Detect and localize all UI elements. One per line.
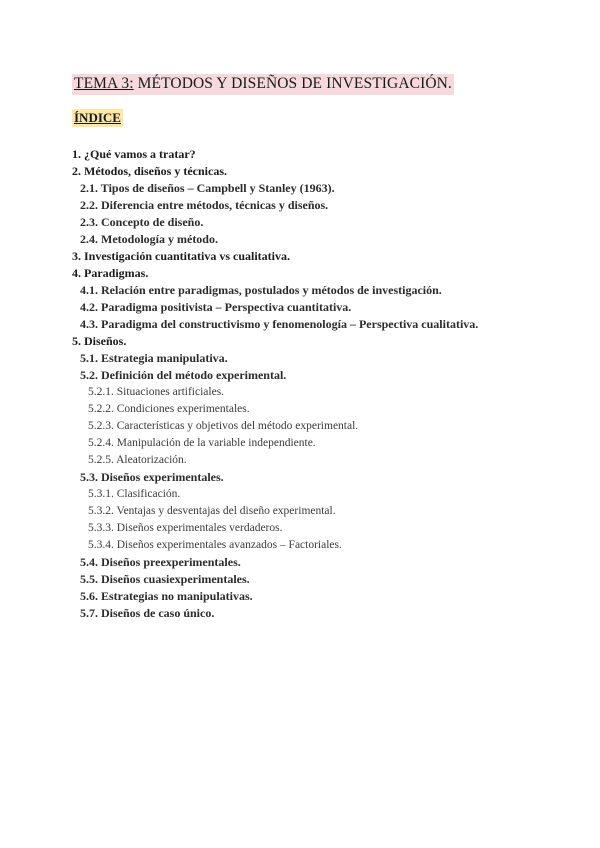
toc-entry: 2.4. Metodología y método. (80, 232, 218, 246)
toc-entry: 4. Paradigmas. (72, 266, 149, 280)
toc-entry: 5.4. Diseños preexperimentales. (80, 555, 241, 569)
toc-entry: 5.2.1. Situaciones artificiales. (88, 386, 225, 398)
title-text: MÉTODOS Y DISEÑOS DE INVESTIGACIÓN. (133, 75, 452, 92)
toc-entry: 5.2. Definición del método experimental. (80, 368, 287, 382)
title-prefix: TEMA 3: (74, 75, 134, 92)
toc-entry: 5.5. Diseños cuasiexperimentales. (80, 572, 250, 586)
index-heading: ÍNDICE (74, 110, 121, 125)
toc-entry: 4.1. Relación entre paradigmas, postulados y métodos de investigación. (80, 283, 442, 297)
toc-entry: 2.2. Diferencia entre métodos, técnicas y diseños. (80, 198, 329, 212)
toc-entry: 1. ¿Qué vamos a tratar? (72, 147, 196, 161)
toc-entry: 5.3. Diseños experimentales. (80, 470, 224, 484)
toc-entry: 5.3.2. Ventajas y desventajas del diseño experimental. (88, 505, 336, 517)
toc-entry: 5.7. Diseños de caso único. (80, 606, 215, 620)
toc-entry: 5.3.3. Diseños experimentales verdaderos. (88, 522, 283, 534)
toc-entry: 2.1. Tipos de diseños – Campbell y Stanley (1963). (80, 181, 335, 195)
toc-entry: 5.6. Estrategias no manipulativas. (80, 589, 253, 603)
toc-entry: 4.2. Paradigma positivista – Perspectiva cuantitativa. (80, 300, 352, 314)
document-title (72, 74, 454, 95)
toc-entry: 5.2.4. Manipulación de la variable independiente. (88, 437, 316, 449)
toc-entry: 5.2.3. Características y objetivos del método experimental. (88, 420, 359, 432)
toc-entry: 5.1. Estrategia manipulativa. (80, 351, 228, 365)
toc-entry: 5.2.5. Aleatorización. (88, 454, 187, 466)
toc-entry: 5.3.1. Clasificación. (88, 488, 181, 500)
toc-entry: 2. Métodos, diseños y técnicas. (72, 164, 227, 178)
toc-entry: 5.2.2. Condiciones experimentales. (88, 403, 250, 415)
toc-entry: 3. Investigación cuantitativa vs cualitativa. (72, 249, 290, 263)
toc-entry: 5.3.4. Diseños experimentales avanzados – Factoriales. (88, 539, 342, 551)
toc-entry: 2.3. Concepto de diseño. (80, 215, 204, 229)
toc-entry: 4.3. Paradigma del constructivismo y fenomenología – Perspectiva cualitativa. (80, 317, 479, 331)
toc-entry: 5. Diseños. (72, 334, 127, 348)
